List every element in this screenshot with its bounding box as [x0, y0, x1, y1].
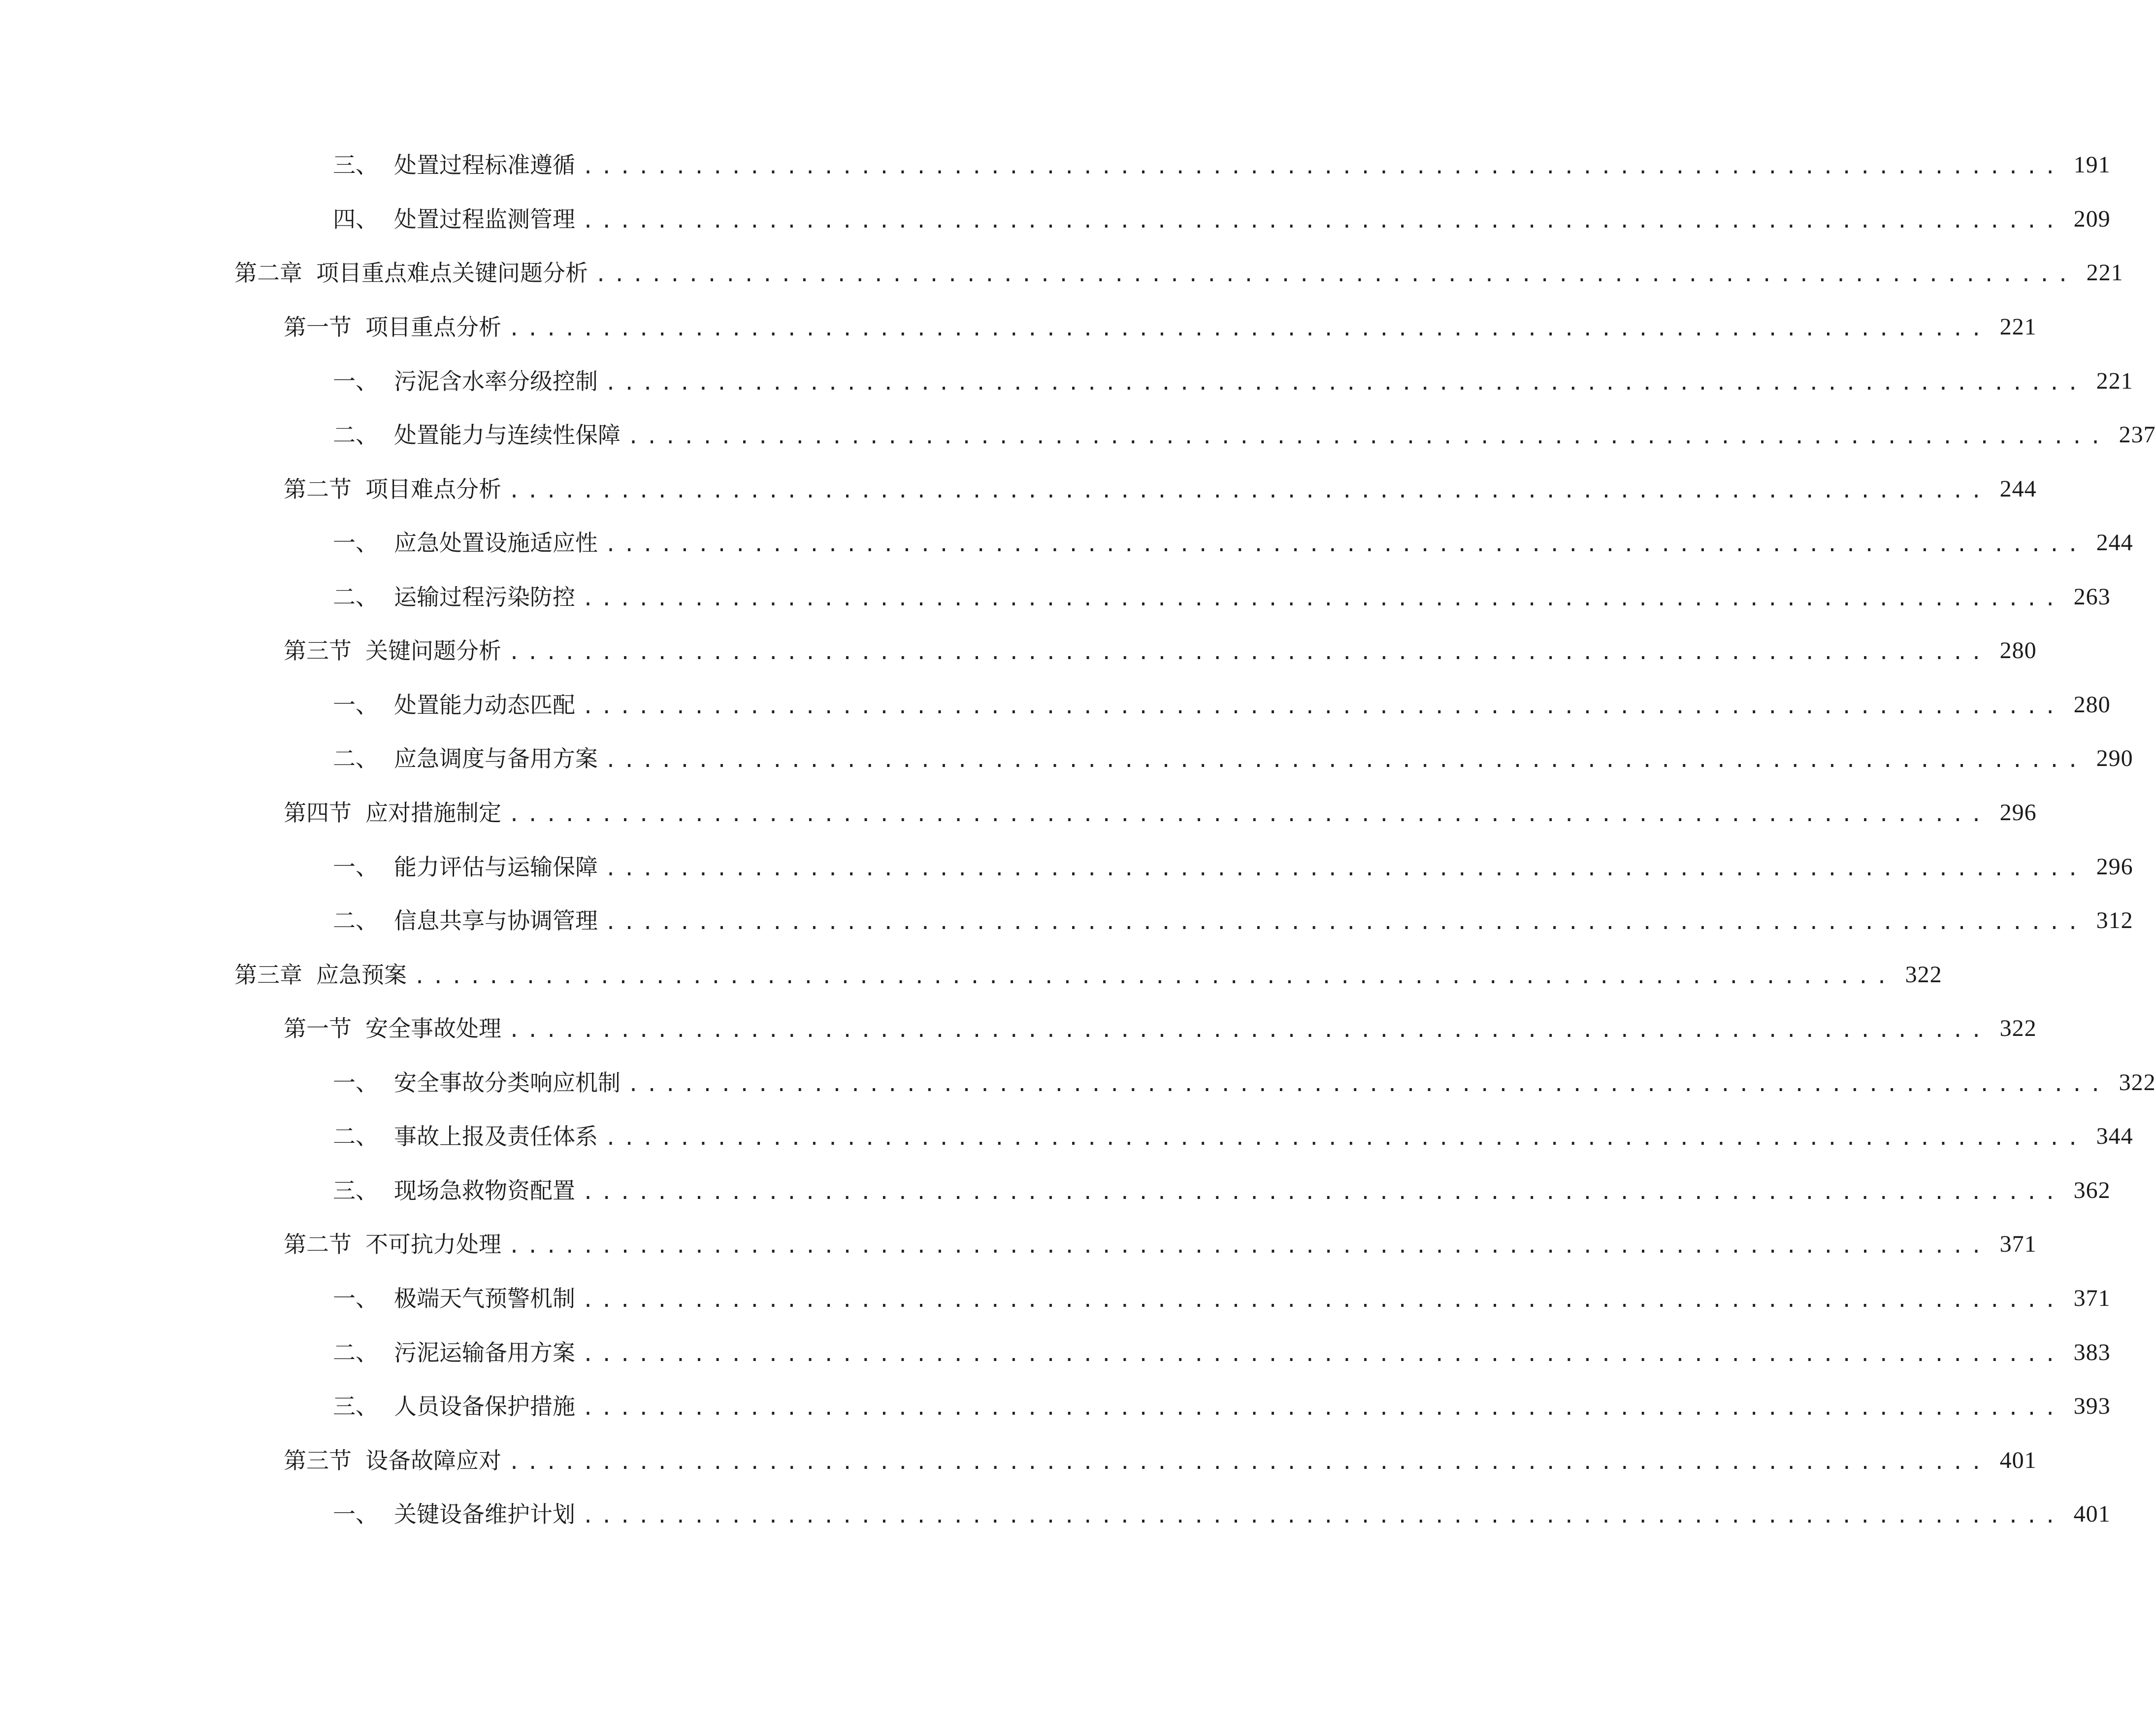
dot-leader: ................................................................................ [582, 156, 2063, 178]
dot-leader: ................................................................................ [605, 749, 2086, 772]
page-number: 221 [2096, 368, 2133, 394]
dot-leader: ................................................................................ [605, 858, 2086, 880]
entry-number: 第一节 [284, 1015, 352, 1042]
dot-leader: ................................................................................ [582, 1505, 2063, 1528]
entry-title: 应对措施制定 [365, 799, 501, 826]
entry-number: 第三节 [284, 637, 352, 664]
toc-entry[interactable] [284, 307, 2037, 347]
dot-leader: ................................................................................ [582, 1397, 2063, 1420]
entry-title: 处置过程标准遵循 [394, 152, 575, 178]
entry-title: 项目重点分析 [365, 314, 501, 340]
entry-number: 三、 [333, 1393, 378, 1420]
toc-entry[interactable] [333, 1333, 2111, 1372]
page-number: 221 [2086, 260, 2123, 286]
page-number: 371 [2073, 1285, 2111, 1311]
page-number: 322 [1999, 1015, 2037, 1041]
entry-number: 第四节 [284, 799, 352, 826]
page-number: 401 [2073, 1501, 2111, 1527]
entry-title: 人员设备保护措施 [394, 1393, 575, 1420]
entry-number: 一、 [333, 692, 378, 718]
dot-leader: ................................................................................ [605, 1127, 2086, 1150]
dot-leader: ................................................................................ [605, 533, 2086, 556]
page-number: 322 [2119, 1069, 2156, 1096]
entry-title: 现场急救物资配置 [394, 1177, 575, 1204]
entry-title: 应急处置设施适应性 [394, 530, 598, 556]
entry-number: 一、 [333, 530, 378, 556]
entry-title: 关键设备维护计划 [394, 1501, 575, 1528]
toc-entry[interactable] [284, 469, 2037, 509]
page-number: 209 [2073, 206, 2111, 232]
page-number: 371 [1999, 1231, 2037, 1257]
toc-entry[interactable] [333, 901, 2133, 940]
dot-leader: ................................................................................ [508, 803, 1989, 826]
toc-entry[interactable] [284, 1225, 2037, 1264]
dot-leader: ................................................................................ [414, 965, 1895, 988]
entry-title: 安全事故分类响应机制 [394, 1069, 621, 1096]
page-number: 244 [1999, 476, 2037, 502]
entry-number: 二、 [333, 422, 378, 448]
toc-entry[interactable] [333, 199, 2111, 239]
toc-entry[interactable] [333, 1387, 2111, 1426]
dot-leader: ................................................................................ [508, 480, 1989, 502]
toc-entry[interactable] [284, 1009, 2037, 1048]
entry-number: 一、 [333, 1069, 378, 1096]
entry-title: 设备故障应对 [365, 1447, 501, 1474]
page-number: 322 [1905, 962, 1942, 988]
toc-entry[interactable] [333, 523, 2133, 563]
toc-entry[interactable] [333, 1117, 2133, 1156]
dot-leader: ................................................................................ [627, 426, 2108, 448]
page-number: 280 [2073, 692, 2111, 718]
dot-leader: ................................................................................ [508, 318, 1989, 340]
page-number: 383 [2073, 1339, 2111, 1365]
toc-entry[interactable] [333, 1063, 2156, 1102]
entry-number: 二、 [333, 1339, 378, 1366]
toc-entry[interactable] [333, 685, 2111, 725]
entry-number: 三、 [333, 1177, 378, 1204]
toc-entry[interactable] [333, 847, 2133, 887]
dot-leader: ................................................................................ [582, 210, 2063, 233]
toc-entry[interactable] [333, 145, 2111, 185]
entry-title: 处置过程监测管理 [394, 206, 575, 233]
toc-entry[interactable] [333, 415, 2156, 455]
page-number: 290 [2096, 745, 2133, 771]
entry-title: 运输过程污染防控 [394, 584, 575, 610]
toc-entry[interactable] [284, 631, 2037, 670]
entry-title: 能力评估与运输保障 [394, 854, 598, 880]
entry-title: 不可抗力处理 [365, 1231, 501, 1258]
entry-title: 污泥运输备用方案 [394, 1339, 575, 1366]
toc-entry[interactable] [333, 739, 2133, 778]
page-number: 296 [2096, 854, 2133, 880]
page-number: 191 [2073, 152, 2111, 178]
entry-number: 第二节 [284, 1231, 352, 1258]
dot-leader: ................................................................................ [508, 641, 1989, 664]
page-number: 280 [1999, 637, 2037, 664]
entry-number: 第三节 [284, 1447, 352, 1474]
entry-number: 二、 [333, 1123, 378, 1150]
entry-number: 一、 [333, 1285, 378, 1312]
entry-title: 项目难点分析 [365, 476, 501, 502]
page-number: 244 [2096, 530, 2133, 556]
entry-number: 第一节 [284, 314, 352, 340]
toc-entry[interactable] [284, 1441, 2037, 1480]
entry-title: 极端天气预警机制 [394, 1285, 575, 1312]
dot-leader: ................................................................................ [582, 1181, 2063, 1204]
page-number: 237 [2119, 422, 2156, 448]
dot-leader: ................................................................................ [508, 1451, 1989, 1474]
entry-number: 第二节 [284, 476, 352, 502]
dot-leader: ................................................................................ [508, 1235, 1989, 1258]
page-number: 401 [1999, 1447, 2037, 1473]
dot-leader: ................................................................................ [627, 1073, 2108, 1096]
entry-number: 四、 [333, 206, 378, 233]
dot-leader: ................................................................................ [582, 696, 2063, 718]
entry-number: 二、 [333, 745, 378, 772]
page-number: 263 [2073, 584, 2111, 610]
dot-leader: ................................................................................ [605, 372, 2086, 395]
entry-title: 关键问题分析 [365, 637, 501, 664]
entry-number: 一、 [333, 1501, 378, 1528]
page-number: 393 [2073, 1393, 2111, 1419]
entry-title: 安全事故处理 [365, 1015, 501, 1042]
entry-title: 事故上报及责任体系 [394, 1123, 598, 1150]
entry-title: 应急调度与备用方案 [394, 745, 598, 772]
entry-number: 二、 [333, 907, 378, 934]
entry-title: 应急预案 [316, 962, 407, 988]
toc-entry[interactable] [333, 362, 2133, 401]
dot-leader: ................................................................................ [582, 588, 2063, 610]
toc-entry[interactable] [333, 1495, 2111, 1534]
entry-title: 信息共享与协调管理 [394, 907, 598, 934]
page-number: 344 [2096, 1123, 2133, 1149]
toc-entry[interactable] [333, 1279, 2111, 1318]
toc-entry[interactable] [234, 253, 2123, 293]
dot-leader: ................................................................................ [595, 264, 2076, 286]
toc-entry[interactable] [284, 793, 2037, 832]
entry-title: 项目重点难点关键问题分析 [316, 260, 588, 286]
entry-number: 二、 [333, 584, 378, 610]
dot-leader: ................................................................................ [508, 1019, 1989, 1042]
page-number: 221 [1999, 314, 2037, 340]
entry-number: 一、 [333, 854, 378, 880]
page-number: 362 [2073, 1177, 2111, 1203]
page-number: 312 [2096, 907, 2133, 933]
entry-title: 污泥含水率分级控制 [394, 368, 598, 395]
page-number: 296 [1999, 799, 2037, 826]
entry-title: 处置能力与连续性保障 [394, 422, 621, 448]
toc-entry[interactable] [234, 955, 1942, 995]
entry-number: 第二章 [234, 260, 302, 286]
entry-number: 第三章 [234, 962, 302, 988]
dot-leader: ................................................................................ [582, 1343, 2063, 1366]
dot-leader: ................................................................................ [605, 911, 2086, 934]
entry-title: 处置能力动态匹配 [394, 692, 575, 718]
entry-number: 三、 [333, 152, 378, 178]
entry-number: 一、 [333, 368, 378, 395]
toc-entry[interactable] [333, 577, 2111, 617]
dot-leader: ................................................................................ [582, 1289, 2063, 1312]
toc-entry[interactable] [333, 1171, 2111, 1210]
